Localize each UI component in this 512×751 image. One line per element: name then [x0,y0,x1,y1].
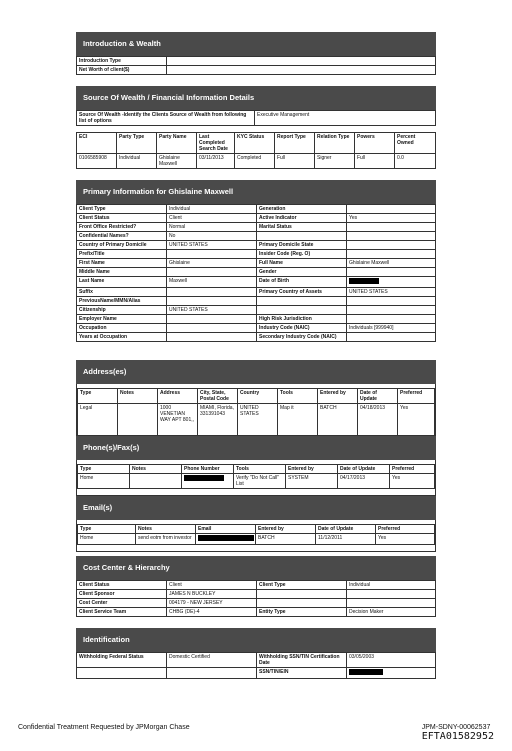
field-value: Decision Maker [347,608,436,617]
map-it-link[interactable]: Map it [278,404,318,436]
table-row [77,653,436,668]
party-type-value: Individual [117,154,157,169]
field-value: Ghislaine Maxwell [347,259,436,268]
field-label: Active Indicator [257,214,347,223]
redaction-bar [349,278,379,284]
address-street: 1000 VENETIAN WAY APT 801,, [158,404,198,436]
col-type: Type [78,465,130,474]
email-table [77,524,435,545]
table-row [77,277,436,288]
field-label: First Name [77,259,167,268]
email-preferred: Yes [376,534,435,545]
table-row [78,404,435,436]
phone-title: Phone(s)/Fax(s) [76,436,436,460]
field-value [167,324,257,333]
field-label: Client Service Team [77,608,167,617]
table-row [77,250,436,259]
footer-doc-id: JPM-SDNY-00062537 [421,724,491,731]
field-label: Occupation [77,324,167,333]
cost-title: Cost Center & Hierarchy [76,556,436,580]
field-value: CHBG (DE)-4 [167,608,257,617]
footer-efta-number: EFTA01582952 [421,731,494,742]
col-kyc-status: KYC Status [235,133,275,154]
field-label: Cost Center [77,599,167,608]
col-eci: ECI [77,133,117,154]
ident-section [76,628,436,679]
field-label: Country of Primary Domicile [77,241,167,250]
table-row [77,297,436,306]
table-row [77,57,436,66]
table-row [77,324,436,333]
field-value [347,223,436,232]
percent-owned-value: 0.0 [395,154,436,169]
field-value [167,297,257,306]
phone-table [77,464,435,489]
eci-table [76,132,436,169]
field-value: JAMES N BUCKLEY [167,590,257,599]
col-date-update: Date of Update [358,389,398,404]
table-row [77,232,436,241]
phone-number [182,474,234,489]
field-value: Yes [347,214,436,223]
field-value: Maxwell [167,277,257,288]
empty-cell [77,668,167,679]
field-label: Years at Occupation [77,333,167,342]
field-label: Employer Name [77,315,167,324]
table-row [78,534,435,545]
field-label: Marital Status [257,223,347,232]
table-row [77,668,436,679]
field-value [347,268,436,277]
table-row [77,205,436,214]
field-value [347,315,436,324]
phone-notes [130,474,182,489]
value-cert-date: 03/05/2003 [347,653,436,668]
field-value [347,250,436,259]
field-label: Industry Code (NAIC) [257,324,347,333]
phone-type: Home [78,474,130,489]
field-label: Date of Birth [257,277,347,288]
field-value [347,277,436,288]
field-label: Last Name [77,277,167,288]
table-row [77,599,436,608]
value-ssn [347,668,436,679]
redaction-bar [198,535,254,541]
field-value: Normal [167,223,257,232]
field-label: Prefix/Title [77,250,167,259]
email-date: 11/12/2011 [316,534,376,545]
table-row [77,259,436,268]
party-name-value: Ghislaine Maxwell [157,154,197,169]
table-row [77,214,436,223]
field-value: 004179 - NEW JERSEY [167,599,257,608]
col-party-type: Party Type [117,133,157,154]
table-header-row [77,133,436,154]
col-date-update: Date of Update [338,465,390,474]
col-tools: Tools [278,389,318,404]
col-notes: Notes [136,525,196,534]
table-header-row [78,525,435,534]
phone-section [76,436,436,496]
table-row [77,154,436,169]
col-country: Country [238,389,278,404]
table-row [77,66,436,75]
field-label: Insider Code (Reg. O) [257,250,347,259]
table-row [78,474,435,489]
address-entered-by: BATCH [318,404,358,436]
primary-table [76,204,436,342]
email-type: Home [78,534,136,545]
value-withholding-status: Domestic Certified [167,653,257,668]
table-row [77,268,436,277]
col-notes: Notes [118,389,158,404]
ident-table [76,652,436,679]
report-type-value: Full [275,154,315,169]
field-value [347,599,436,608]
address-table [77,388,435,436]
field-value [347,333,436,342]
email-title: Email(s) [76,496,436,520]
field-value [347,306,436,315]
label-ssn: SSN/TIN/EIN [257,668,347,679]
source-title: Source Of Wealth / Financial Information Details [76,86,436,110]
table-row [77,608,436,617]
address-date: 04/18/2013 [358,404,398,436]
primary-title: Primary Information for Ghislaine Maxwell [76,180,436,204]
field-label: Primary Domicile State [257,241,347,250]
col-relation-type: Relation Type [315,133,355,154]
field-label: Client Type [77,205,167,214]
field-value [347,590,436,599]
col-entered-by: Entered by [286,465,338,474]
col-date-update: Date of Update [316,525,376,534]
col-phone-number: Phone Number [182,465,234,474]
label-cert-date: Withholding SSN/TIN Certification Date [257,653,347,668]
value-intro-type [167,57,436,66]
powers-value: Full [355,154,395,169]
table-row [77,581,436,590]
last-search-value: 03/11/2013 [197,154,235,169]
field-label: Citizenship [77,306,167,315]
table-header-row [78,389,435,404]
value-net-worth [167,66,436,75]
field-label: Middle Name [77,268,167,277]
field-value: Individuals [999940] [347,324,436,333]
field-label: Generation [257,205,347,214]
col-type: Type [78,525,136,534]
ident-title: Identification [76,628,436,652]
table-row [77,111,436,126]
relation-type-value: Signer [315,154,355,169]
field-value: No [167,232,257,241]
table-row [77,223,436,232]
value-source-of-wealth: Executive Management [255,111,436,126]
cost-section [76,556,436,617]
intro-title: Introduction & Wealth [76,32,436,56]
field-label: Client Status [77,214,167,223]
field-value: Client [167,214,257,223]
col-address: Address [158,389,198,404]
field-label: Entity Type [257,608,347,617]
field-label [257,306,347,315]
address-type: Legal [78,404,118,436]
intro-table [76,56,436,75]
address-city: MIAMI, Florida, 331391043 [198,404,238,436]
field-label: PreviousName/MMN/Alias [77,297,167,306]
col-preferred: Preferred [398,389,435,404]
address-country: UNITED STATES [238,404,278,436]
footer-confidential: Confidential Treatment Requested by JPMorgan Chase [18,724,190,731]
label-intro-type: Introduction Type [77,57,167,66]
phone-entered-by: SYSTEM [286,474,338,489]
intro-section [76,32,436,75]
email-section [76,496,436,552]
table-row [77,315,436,324]
field-value: Client [167,581,257,590]
kyc-status-value: Completed [235,154,275,169]
email-address [196,534,256,545]
table-row [77,241,436,250]
field-label: Gender [257,268,347,277]
field-label: Client Type [257,581,347,590]
phone-date: 04/17/2013 [338,474,390,489]
field-label [257,599,347,608]
col-party-name: Party Name [157,133,197,154]
email-entered-by: BATCH [256,534,316,545]
field-label [257,297,347,306]
col-report-type: Report Type [275,133,315,154]
field-value [347,232,436,241]
field-value [167,315,257,324]
email-notes: send eotm from investor [136,534,196,545]
field-value: Individual [347,581,436,590]
field-value [167,250,257,259]
field-label: Full Name [257,259,347,268]
field-value: Ghislaine [167,259,257,268]
field-label: Client Status [77,581,167,590]
col-type: Type [78,389,118,404]
col-tools: Tools [234,465,286,474]
col-percent-owned: Percent Owned [395,133,436,154]
field-value: UNITED STATES [167,306,257,315]
address-section [76,360,436,441]
field-label: Front Office Restricted? [77,223,167,232]
verify-dnc-link[interactable]: Verify "Do Not Call" List [234,474,286,489]
source-table [76,110,436,126]
table-row [77,333,436,342]
field-label: High Risk Jurisdiction [257,315,347,324]
col-notes: Notes [130,465,182,474]
field-value: UNITED STATES [347,288,436,297]
phone-preferred: Yes [390,474,435,489]
primary-section [76,180,436,342]
col-entered-by: Entered by [318,389,358,404]
source-section [76,86,436,169]
field-value [167,333,257,342]
table-row [77,306,436,315]
col-preferred: Preferred [390,465,435,474]
table-row [77,288,436,297]
footer-bates-block [422,724,494,742]
field-label: Primary Country of Assets [257,288,347,297]
address-preferred: Yes [398,404,435,436]
field-label: Secondary Industry Code (NAIC) [257,333,347,342]
eci-value: 0106585908 [77,154,117,169]
field-value [347,205,436,214]
cost-table [76,580,436,617]
field-value: UNITED STATES [167,241,257,250]
field-label [257,232,347,241]
redaction-bar [184,475,224,481]
col-preferred: Preferred [376,525,435,534]
address-title: Address(es) [76,360,436,384]
col-email: Email [196,525,256,534]
address-notes [118,404,158,436]
redaction-bar [349,669,383,675]
label-source-of-wealth: Source Of Wealth -Identify the Clients Source of Wealth from following list of options [77,111,255,126]
field-label: Client Sponsor [77,590,167,599]
col-city-state: City, State, Postal Code [198,389,238,404]
table-row [77,590,436,599]
field-value [167,268,257,277]
label-withholding-status: Withholding Federal Status [77,653,167,668]
field-value [167,288,257,297]
field-label: Suffix [77,288,167,297]
field-label [257,590,347,599]
empty-cell [167,668,257,679]
field-value [347,241,436,250]
col-powers: Powers [355,133,395,154]
field-value: Individual [167,205,257,214]
col-last-search: Last Completed Search Date [197,133,235,154]
field-label: Confidential Names? [77,232,167,241]
table-header-row [78,465,435,474]
col-entered-by: Entered by [256,525,316,534]
field-value [347,297,436,306]
label-net-worth: Net Worth of client($) [77,66,167,75]
